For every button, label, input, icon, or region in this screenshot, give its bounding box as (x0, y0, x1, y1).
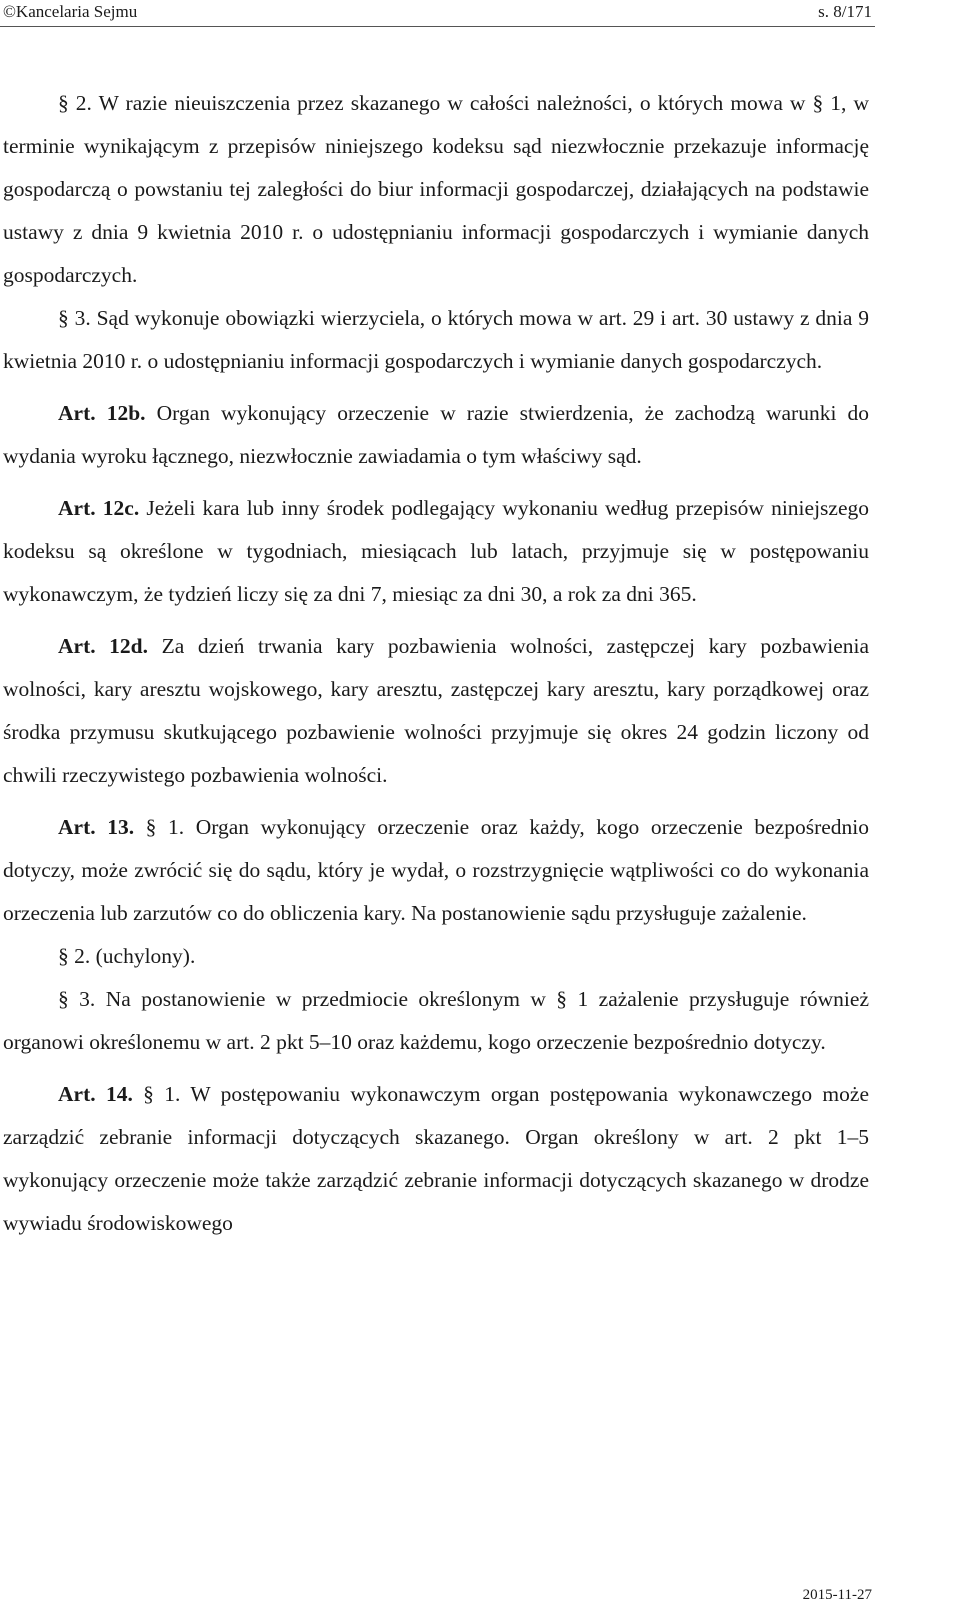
document-body (3, 82, 869, 1245)
copyright-notice: ©Kancelaria Sejmu (3, 2, 138, 21)
paragraph-text: Za dzień trwania kary pozbawienia wolności, zastępczej kary pozbawienia wolności, kary aresztu wojskowego, kary aresztu, zastępczej kary aresztu, kary porządkowej oraz środka przymusu skutkującego pozbawienie wolności przyjmuje się okres 24 godzin liczony od chwili rzeczywistego pozbawienia wolności. (3, 634, 870, 787)
paragraph-text: § 3. Sąd wykonuje obowiązki wierzyciela, o których mowa w art. 29 i art. 30 ustawy z dnia 9 kwietnia 2010 r. o udostępnianiu informacji gospodarczych i wymianie danych gospodarczych. (3, 306, 869, 373)
page-number: s. 8/171 (818, 2, 872, 21)
article-12d (3, 625, 869, 797)
article-number: Art. 12b. (58, 401, 146, 425)
article-14-par1 (3, 1073, 869, 1245)
paragraph-text: Organ wykonujący orzeczenie w razie stwierdzenia, że zachodzą warunki do wydania wyroku łącznego, niezwłocznie zawiadamia o tym właściwy sąd. (3, 401, 870, 468)
article-number: Art. 12d. (58, 634, 149, 658)
paragraph-text: § 2. (uchylony). (58, 944, 196, 968)
paragraph-text: § 1. Organ wykonujący orzeczenie oraz każdy, kogo orzeczenie bezpośrednio dotyczy, może zwrócić się do sądu, który je wydał, o rozstrzygnięcie wątpliwości co do wykonania orzeczenia lub zarzutów co do obliczenia kary. Na postanowienie sądu przysługuje zażalenie. (3, 815, 869, 925)
article-13-par3 (3, 978, 869, 1064)
paragraph-text: § 2. W razie nieuiszczenia przez skazanego w całości należności, o których mowa w § 1, w terminie wynikającym z przepisów niniejszego kodeksu sąd niezwłocznie przekazuje informację gospodarczą o powstaniu tej zaległości do biur informacji gospodarczej, działających na podstawie ustawy z dnia 9 kwietnia 2010 r. o udostępnianiu informacji gospodarczych i wymianie danych gospodarczych. (3, 91, 869, 287)
paragraph-art12a-par2 (3, 82, 869, 297)
article-13-par2 (3, 935, 869, 978)
document-date: 2015-11-27 (802, 1587, 872, 1603)
article-number: Art. 13. (58, 815, 135, 839)
paragraph-text: § 1. W postępowaniu wykonawczym organ postępowania wykonawczego może zarządzić zebranie informacji dotyczących skazanego. Organ określony w art. 2 pkt 1–5 wykonujący orzeczenie może także zarządzić zebranie informacji dotyczących skazanego w drodze wywiadu środowiskowego (3, 1082, 869, 1235)
paragraph-text: § 3. Na postanowienie w przedmiocie określonym w § 1 zażalenie przysługuje również organowi określonemu w art. 2 pkt 5–10 oraz każdemu, kogo orzeczenie bezpośrednio dotyczy. (3, 987, 869, 1054)
article-number: Art. 14. (58, 1082, 133, 1106)
article-number: Art. 12c. (58, 496, 140, 520)
article-13-par1 (3, 806, 869, 935)
paragraph-text: Jeżeli kara lub inny środek podlegający wykonaniu według przepisów niniejszego kodeksu są określone w tygodniach, miesiącach lub latach, przyjmuje się w postępowaniu wykonawczym, że tydzień liczy się za dni 7, miesiąc za dni 30, a rok za dni 365. (3, 496, 869, 606)
article-12b (3, 392, 869, 478)
paragraph-art12a-par3 (3, 297, 869, 383)
article-12c (3, 487, 869, 616)
header-divider (0, 26, 875, 27)
